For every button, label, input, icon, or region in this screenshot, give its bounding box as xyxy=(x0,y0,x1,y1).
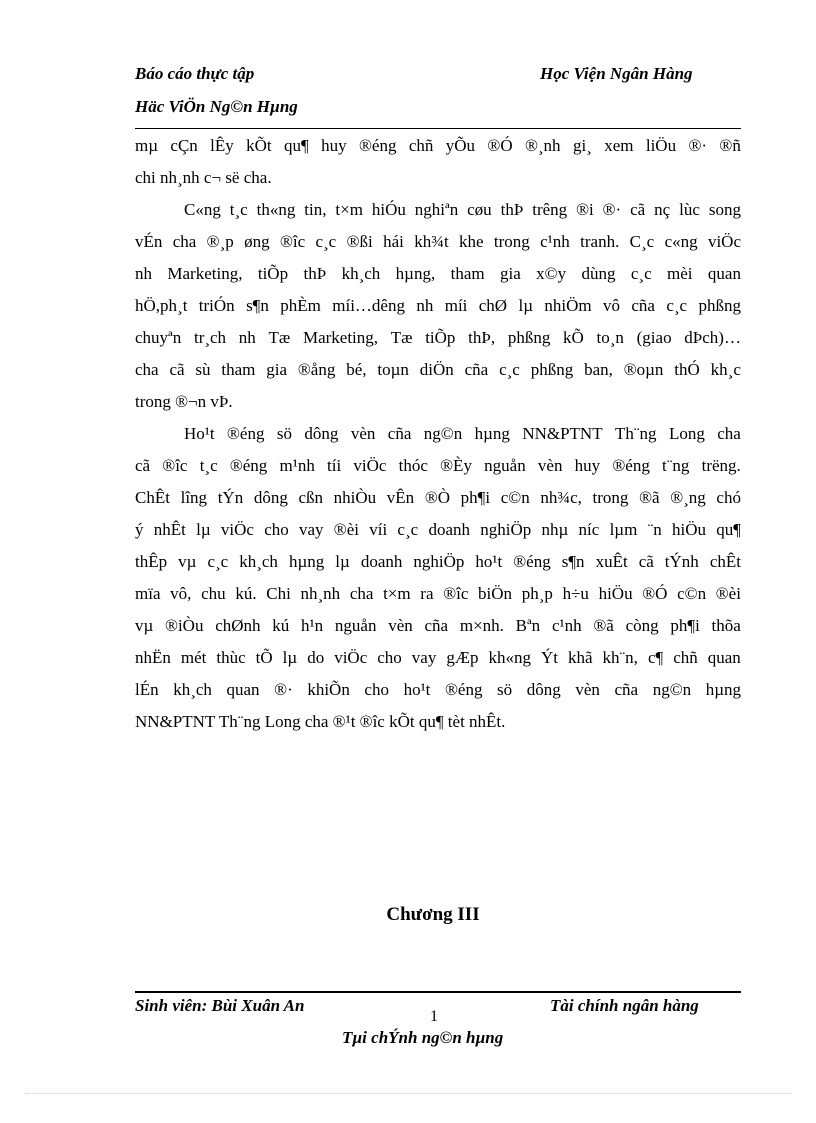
institution-name: Học Viện Ngân Hàng xyxy=(540,64,693,83)
student-name: Sinh viên: Bùi Xuân An xyxy=(135,996,305,1015)
body-text xyxy=(135,130,741,738)
text-line: C«ng t¸c th«ng tin, t×m hiÓu nghiªn cøu thÞ trêng ®i ®· cã nç lùc song xyxy=(184,200,741,219)
text-line: nh Marketing, tiÕp thÞ kh¸ch hµng, tham gia x©y dùng c¸c mèi quan xyxy=(135,264,741,283)
text-line: cha cã sù tham gia ®ång bé, toµn diÖn cña c¸c phßng ban, ®oµn thÓ kh¸c xyxy=(135,360,741,379)
text-line: cã ®îc t¸c ®éng m¹nh tíi viÖc thóc ®Èy nguån vèn huy ®éng t¨ng trëng. xyxy=(135,456,741,475)
footer-divider xyxy=(135,991,741,993)
major-name: Tài chính ngân hàng xyxy=(550,996,699,1015)
text-line: mïa vô, chu kú. Chi nh¸nh cha t×m ra ®îc biÖn ph¸p h÷u hiÖu ®Ó c©n ®èi xyxy=(135,584,741,603)
institution-name-legacy-font: Häc ViÖn Ng©n Hµng xyxy=(135,97,298,116)
text-line: ChÊt lîng tÝn dông cßn nhiÒu vÊn ®Ò ph¶i c©n nh¾c, trong ®ã ®¸ng chó xyxy=(135,488,741,507)
text-line: chi nh¸nh c¬ së cha. xyxy=(135,168,272,187)
text-line: thÊp vµ c¸c kh¸ch hµng lµ doanh nghiÖp ho¹t ®éng s¶n xuÊt cã tÝnh chÊt xyxy=(135,552,741,571)
major-name-legacy-font: Tµi chÝnh ng©n hµng xyxy=(342,1028,504,1047)
text-line: trong ®¬n vÞ. xyxy=(135,392,233,411)
text-line: mµ cÇn lÊy kÕt qu¶ huy ®éng chñ yÕu ®Ó ®¸nh gi¸ xem liÖu ®· ®ñ xyxy=(135,136,741,155)
text-line: hÖ,ph¸t triÓn s¶n phÈm míi…dêng nh míi chØ lµ nhiÖm vô cña c¸c phßng xyxy=(135,296,741,315)
text-line: lÉn kh¸ch quan ®· khiÕn cho ho¹t ®éng sö dông vèn cña ng©n hµng xyxy=(135,680,741,699)
chapter-heading: Chương III xyxy=(386,904,480,925)
text-line: NN&PTNT Th¨ng Long cha ®¹t ®îc kÕt qu¶ tèt nhÊt. xyxy=(135,712,506,731)
text-line: chuyªn tr¸ch nh Tæ Marketing, Tæ tiÕp thÞ, phßng kÕ to¸n (giao dÞch)… xyxy=(135,328,741,347)
page-number: 1 xyxy=(430,1008,438,1025)
text-line: vµ ®iÒu chØnh kú h¹n nguån vèn cña m×nh. Bªn c¹nh ®ã còng ph¶i thõa xyxy=(135,616,741,635)
page-edge-dotted-line xyxy=(25,1093,791,1094)
text-line: nhËn mét thùc tÕ lµ do viÖc cho vay gÆp kh«ng Ýt khã kh¨n, c¶ chñ quan xyxy=(135,648,741,667)
text-line: ý nhÊt lµ viÖc cho vay ®èi víi c¸c doanh nghiÖp nhµ níc lµm ¨n hiÖu qu¶ xyxy=(135,520,741,539)
text-line: Ho¹t ®éng sö dông vèn cña ng©n hµng NN&PTNT Th¨ng Long cha xyxy=(184,424,741,443)
text-line: vÉn cha ®¸p øng ®îc c¸c ®ßi hái kh¾t khe trong c¹nh tranh. C¸c c«ng viÖc xyxy=(135,232,741,251)
header-divider xyxy=(135,128,741,129)
report-title: Báo cáo thực tập xyxy=(135,64,255,83)
